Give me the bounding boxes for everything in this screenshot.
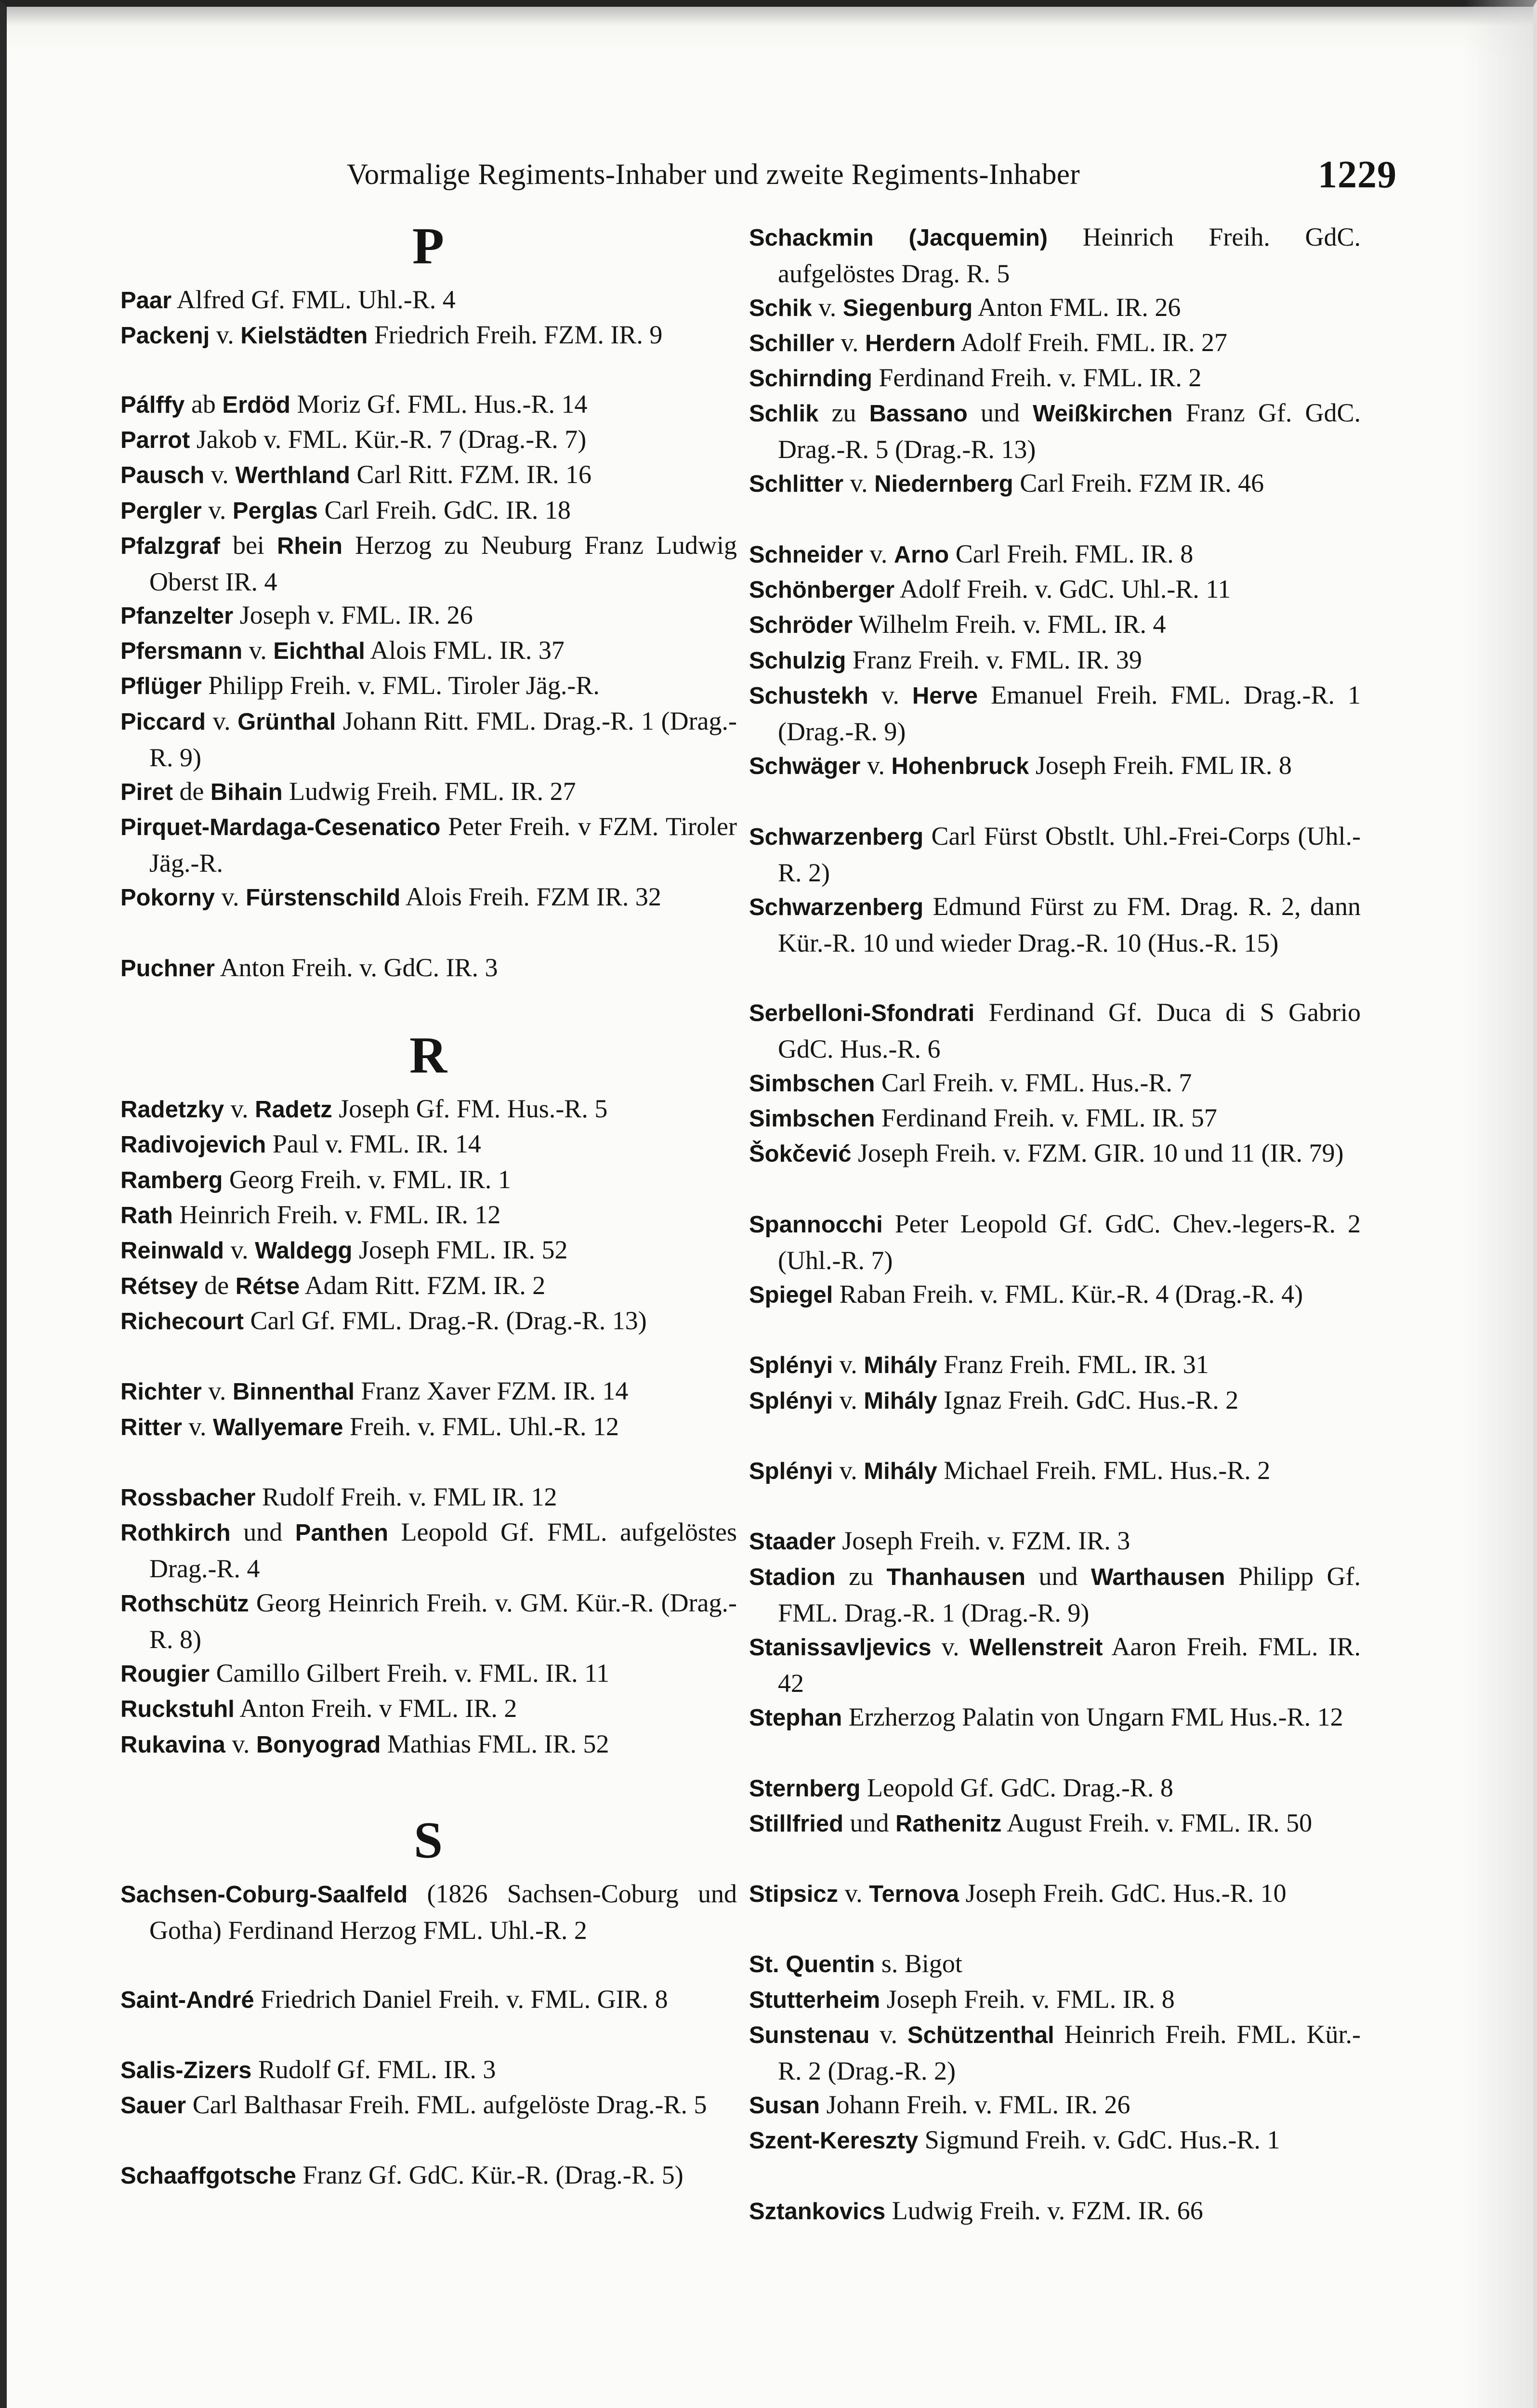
entry-details: Georg Heinrich Freih. v. GM. Kür.-R. (Drag.-R. 8) — [149, 1588, 737, 1654]
entry-surname: Reinwald — [120, 1238, 224, 1264]
entry-surname: Pfalzgraf — [120, 533, 220, 559]
entry-details: Jakob v. FML. Kür.-R. 7 (Drag.-R. 7) — [190, 425, 587, 454]
entry-details: Franz Gf. GdC. Kür.-R. (Drag.-R. 5) — [296, 2160, 683, 2189]
entry-surname: Ternova — [869, 1881, 959, 1907]
entry-details: Philipp Gf. FML. Drag.-R. 1 (Drag.-R. 9) — [778, 1562, 1361, 1627]
entry-details: v. — [868, 681, 912, 709]
entry-surname: Pokorny — [120, 885, 215, 911]
entry-surname: Herdern — [865, 330, 956, 356]
entry-details: Joseph FML. IR. 52 — [352, 1235, 568, 1264]
entry-details: v. — [834, 328, 866, 357]
entry-details: Friedrich Freih. FZM. IR. 9 — [368, 320, 663, 349]
entry-packenj — [120, 317, 737, 353]
entry-surname: Schlitter — [749, 471, 844, 497]
entry-details: Carl Balthasar Freih. FML. aufgelöste Drag.-R. 5 — [186, 2090, 707, 2119]
entry-surname: Stillfried — [749, 1811, 844, 1837]
entry-details: Leopold Gf. GdC. Drag.-R. 8 — [860, 1773, 1173, 1802]
entry-surname: Parrot — [120, 427, 190, 453]
entry-surname: Rothschütz — [120, 1591, 249, 1617]
entry-surname: Pergler — [120, 498, 202, 524]
entry-spannocchi — [749, 1206, 1361, 1278]
entry-surname: Schwarzenberg — [749, 894, 924, 920]
entry-surname: Pálffy — [120, 392, 185, 418]
entry-surname: Wellenstreit — [969, 1635, 1103, 1661]
entry-details: v. — [224, 1094, 255, 1123]
entry-details: Ferdinand Gf. Duca di S Gabrio GdC. Hus.-R. 6 — [778, 998, 1361, 1063]
entry-schirnding — [749, 360, 1361, 396]
entry-surname: Stutterheim — [749, 1987, 880, 2013]
entry-details: v. — [210, 320, 241, 349]
entry-surname: Splényi — [749, 1458, 833, 1484]
entry-surname: Siegenburg — [842, 295, 973, 321]
entry-surname: Richecourt — [120, 1309, 244, 1335]
entry-surname: Schiller — [749, 330, 835, 356]
entry-details: v. — [812, 293, 843, 322]
entry-surname: Kielstädten — [240, 323, 368, 349]
entry-details: Joseph Freih. FML IR. 8 — [1029, 751, 1292, 780]
entry-radivojevich — [120, 1126, 737, 1163]
entry-surname: Rossbacher — [120, 1485, 256, 1511]
entry-schroder — [749, 606, 1361, 643]
entry-surname: Pfanzelter — [120, 603, 234, 629]
scan-shadow — [1465, 0, 1537, 2408]
entry-splenyi — [749, 1347, 1361, 1383]
entry-stephan — [749, 1699, 1361, 1736]
entry-details: Joseph Freih. v. FZM. IR. 3 — [835, 1526, 1130, 1555]
entry-puchner — [120, 950, 737, 986]
entry-surname: Werthland — [235, 462, 350, 488]
entry-surname: Eichthal — [273, 638, 365, 664]
entry-details: Johann Ritt. FML. Drag.-R. 1 (Drag.-R. 9) — [149, 707, 737, 772]
entry-details: Joseph Freih. v. FML. IR. 8 — [880, 1985, 1175, 2014]
entry-surname: Sachsen-Coburg-Saalfeld — [120, 1882, 408, 1908]
entry-details: Joseph Gf. FM. Hus.-R. 5 — [332, 1094, 608, 1123]
entry-serbelloni-sfondrati — [749, 995, 1361, 1067]
entry-reinwald — [120, 1232, 737, 1269]
entry-richecourt — [120, 1303, 737, 1339]
entry-surname: Schützenthal — [907, 2022, 1054, 2048]
entry-paar — [120, 282, 737, 318]
entry-sternberg — [749, 1770, 1361, 1806]
entry-details: v. — [869, 2020, 907, 2049]
entry-details: Adam Ritt. FZM. IR. 2 — [300, 1271, 546, 1300]
page-header — [347, 153, 1397, 201]
entry-surname: Stipsicz — [749, 1881, 839, 1907]
entry-details: Carl Ritt. FZM. IR. 16 — [350, 460, 592, 489]
entry-details: ab — [184, 390, 223, 419]
entry-surname: Fürstenschild — [246, 885, 401, 911]
entry-piret — [120, 773, 737, 810]
entry-details: Heinrich Freih. v. FML. IR. 12 — [172, 1200, 501, 1229]
entry-details: v. — [833, 1350, 864, 1379]
entry-details: Joseph v. FML. IR. 26 — [233, 601, 473, 629]
entry-details: Joseph Freih. GdC. Hus.-R. 10 — [959, 1879, 1287, 1908]
entry-surname: Radetzky — [120, 1097, 224, 1123]
entry-surname: Ritter — [120, 1414, 182, 1440]
entry-details: Carl Freih. GdC. IR. 18 — [317, 496, 571, 524]
entry-surname: Schwarzenberg — [749, 824, 924, 850]
entry-details: Philipp Freih. v. FML. Tiroler Jäg.-R. — [201, 671, 600, 700]
entry-surname: Simbschen — [749, 1106, 875, 1132]
entry-surname: Rothkirch — [120, 1520, 231, 1546]
entry-details: bei — [220, 531, 277, 560]
entry-details: v. — [833, 1456, 864, 1485]
entry-pfersmann — [120, 632, 737, 669]
entry-details: Michael Freih. FML. Hus.-R. 2 — [937, 1456, 1271, 1485]
entry-details: Paul v. FML. IR. 14 — [266, 1129, 481, 1158]
entry-surname: Thanhausen — [886, 1564, 1026, 1590]
entry-parrot — [120, 421, 737, 458]
running-title: Vormalige Regiments-Inhaber und zweite Regiments-Inhaber — [347, 158, 1080, 191]
entry-details: Alois FML. IR. 37 — [365, 636, 565, 665]
entry-surname: Rathenitz — [895, 1811, 1002, 1837]
entry-surname: Arno — [893, 542, 949, 568]
entry-retsey — [120, 1268, 737, 1304]
entry-details: v. — [863, 539, 894, 568]
entry-surname: Wallyemare — [212, 1414, 343, 1440]
entry-details: Freih. v. FML. Uhl.-R. 12 — [343, 1412, 619, 1441]
page-number: 1229 — [1318, 154, 1397, 196]
entry-details: v. — [201, 1376, 233, 1405]
entry-details: Mathias FML. IR. 52 — [381, 1729, 609, 1758]
entry-surname: Sunstenau — [749, 2022, 870, 2048]
entry-schonberger — [749, 571, 1361, 608]
entry-details: Johann Freih. v. FML. IR. 26 — [820, 2090, 1130, 2119]
entry-details: Georg Freih. v. FML. IR. 1 — [223, 1165, 511, 1194]
entry-details: zu — [818, 398, 869, 427]
entry-surname: Staader — [749, 1529, 836, 1555]
entry-details: v. — [204, 460, 236, 489]
entry-details: Ferdinand Freih. v. FML. IR. 57 — [875, 1103, 1217, 1132]
entry-surname: Erdöd — [222, 392, 290, 418]
entry-ramberg — [120, 1162, 737, 1198]
entry-surname: Spannocchi — [749, 1212, 883, 1238]
entry-details: Peter Freih. v FZM. Tiroler Jäg.-R. — [149, 812, 737, 877]
section-letter-s: S — [413, 1812, 444, 1869]
entry-surname: Packenj — [120, 323, 210, 349]
entry-surname: Splényi — [749, 1388, 833, 1414]
entry-details: Heinrich Freih. GdC. aufgelöstes Drag. R. 5 — [778, 222, 1361, 288]
entry-details: s. Bigot — [875, 1949, 962, 1978]
entry-stutterheim — [749, 1981, 1361, 2018]
entry-details: Rudolf Freih. v. FML IR. 12 — [255, 1482, 557, 1511]
entry-surname: Schulzig — [749, 648, 846, 674]
entry-surname: Sztankovics — [749, 2199, 886, 2225]
entry-surname: Ruckstuhl — [120, 1696, 235, 1722]
entry-surname: Serbelloni-Sfondrati — [749, 1000, 975, 1026]
entry-surname: Sauer — [120, 2093, 186, 2119]
entry-pirquet-mardaga-cesenatico — [120, 809, 737, 881]
entry-surname: Schwäger — [749, 753, 861, 779]
entry-surname: Perglas — [232, 498, 318, 524]
entry-ruckstuhl — [120, 1690, 737, 1727]
entry-details: Sigmund Freih. v. GdC. Hus.-R. 1 — [918, 2125, 1280, 2154]
entry-surname: Bihain — [210, 779, 283, 805]
entry-stillfried — [749, 1805, 1361, 1842]
entry-schustekh — [749, 677, 1361, 749]
entry-details: Carl Fürst Obstlt. Uhl.-Frei-Corps (Uhl.-R. 2) — [778, 822, 1361, 887]
entry-sunstenau — [749, 2016, 1361, 2089]
entry-details: Heinrich Freih. FML. Kür.-R. 2 (Drag.-R. 2) — [778, 2020, 1361, 2085]
entry-surname: Schaaffgotsche — [120, 2163, 296, 2189]
entry-surname: Radetz — [255, 1097, 332, 1123]
entry-details: Wilhelm Freih. v. FML. IR. 4 — [853, 610, 1166, 639]
entry-details: Anton Freih. v. GdC. IR. 3 — [215, 953, 498, 982]
entry-surname: Ramberg — [120, 1167, 223, 1193]
entry-stipsicz — [749, 1875, 1361, 1912]
entry-schlitter — [749, 465, 1361, 502]
entry-surname: Stadion — [749, 1564, 836, 1590]
entry-details: v. — [182, 1412, 213, 1441]
entry-surname: Niedernberg — [874, 471, 1013, 497]
entry-rothkirch — [120, 1514, 737, 1586]
entry-schiller — [749, 325, 1361, 361]
entry-surname: Schik — [749, 295, 812, 321]
entry-schlik — [749, 395, 1361, 467]
entry-details: Ferdinand Freih. v. FML. IR. 2 — [872, 363, 1202, 392]
entry-ritter — [120, 1409, 737, 1445]
entry-szent-kereszty — [749, 2122, 1361, 2159]
entry-pfluger — [120, 667, 737, 704]
entry-surname: Mihály — [864, 1458, 937, 1484]
entry-details: de — [197, 1271, 236, 1300]
entry-surname: Susan — [749, 2093, 820, 2119]
entry-schneider — [749, 536, 1361, 573]
entry-surname: Pausch — [120, 462, 205, 488]
entry-surname: Binnenthal — [232, 1379, 355, 1405]
entry-details: Camillo Gilbert Freih. v. FML. IR. 11 — [210, 1659, 610, 1688]
entry-surname: Schirnding — [749, 366, 872, 392]
entry-surname: Rétse — [235, 1273, 300, 1299]
entry-details: Friedrich Daniel Freih. v. FML. GIR. 8 — [254, 1985, 668, 2014]
entry-surname: Schlik — [749, 401, 819, 427]
entry-surname: Salis-Zizers — [120, 2057, 252, 2083]
entry-surname: Spiegel — [749, 1282, 833, 1308]
entry-stadion — [749, 1558, 1361, 1631]
entry-surname: Schustekh — [749, 683, 868, 709]
entry-surname: Rougier — [120, 1661, 210, 1687]
entry-details: v. — [224, 1235, 255, 1264]
entry-surname: Stephan — [749, 1705, 842, 1731]
entry-piccard — [120, 703, 737, 775]
entry-surname: Stanissavljevics — [749, 1635, 932, 1661]
entry-surname: Grünthal — [237, 709, 336, 735]
entry-details: Anton FML. IR. 26 — [972, 293, 1181, 322]
entry-details: Carl Freih. FZM IR. 46 — [1013, 469, 1264, 497]
entry-pfalzgraf — [120, 527, 737, 600]
entry-sokcevic — [749, 1135, 1361, 1172]
entry-details: de — [172, 777, 210, 806]
section-letter-p: P — [412, 218, 445, 275]
entry-surname: Šokčević — [749, 1141, 852, 1167]
entry-details: v. — [833, 1386, 864, 1414]
entry-schackmin-jacquemin — [749, 219, 1361, 291]
entry-details: und — [967, 398, 1033, 427]
entry-schulzig — [749, 642, 1361, 679]
entry-details: Adolf Freih. FML. IR. 27 — [955, 328, 1227, 357]
entry-surname: Mihály — [864, 1388, 937, 1414]
entry-surname: Szent-Kereszty — [749, 2128, 919, 2154]
entry-st-quentin — [749, 1946, 1361, 1982]
entry-sachsen-coburg-saalfeld — [120, 1876, 737, 1948]
entry-details: v. — [206, 707, 238, 735]
entry-details: Peter Leopold Gf. GdC. Chev.-legers-R. 2 (Uhl.-R. 7) — [778, 1209, 1361, 1275]
entry-surname: Simbschen — [749, 1071, 875, 1097]
entry-rossbacher — [120, 1479, 737, 1516]
entry-surname: Rukavina — [120, 1732, 225, 1758]
entry-surname: Pirquet-Mardaga-Cesenatico — [120, 814, 441, 840]
entry-details: und — [1025, 1562, 1091, 1591]
entry-rougier — [120, 1655, 737, 1692]
entry-details: Franz Xaver FZM. IR. 14 — [355, 1376, 629, 1405]
entry-details: Alois Freih. FZM IR. 32 — [400, 882, 661, 911]
entry-pokorny — [120, 879, 737, 916]
entry-sauer — [120, 2087, 737, 2123]
entry-schik — [749, 289, 1361, 326]
entry-surname: Mihály — [864, 1352, 937, 1378]
entry-details: zu — [835, 1562, 887, 1591]
entry-surname: Rath — [120, 1203, 173, 1229]
entry-details: Adolf Freih. v. GdC. Uhl.-R. 11 — [894, 575, 1231, 603]
entry-saint-andre — [120, 1981, 737, 2018]
entry-simbschen — [749, 1100, 1361, 1137]
entry-surname: Hohenbruck — [891, 753, 1029, 779]
entry-surname: Radivojevich — [120, 1132, 266, 1158]
entry-details: Edmund Fürst zu FM. Drag. R. 2, dann Kür.-R. 10 und wieder Drag.-R. 10 (Hus.-R. 15) — [778, 892, 1361, 957]
entry-details: v. — [860, 751, 892, 780]
entry-details: v. — [225, 1729, 256, 1758]
entry-surname: Pflüger — [120, 673, 202, 699]
entry-details: (1826 Sachsen-Coburg und Gotha) Ferdinand Herzog FML. Uhl.-R. 2 — [149, 1879, 737, 1945]
entry-details: Ludwig Freih. v. FZM. IR. 66 — [885, 2196, 1203, 2225]
entry-surname: Bassano — [869, 401, 968, 427]
entry-details: Carl Freih. FML. IR. 8 — [949, 539, 1194, 568]
entry-surname: Schneider — [749, 542, 863, 568]
entry-schwager — [749, 747, 1361, 784]
entry-details: Ignaz Freih. GdC. Hus.-R. 2 — [937, 1386, 1239, 1414]
entry-surname: Rhein — [276, 533, 343, 559]
entry-rothschutz — [120, 1585, 737, 1657]
entry-schwarzenberg — [749, 818, 1361, 890]
entry-salis-zizers — [120, 2052, 737, 2088]
entry-details: v. — [838, 1879, 869, 1908]
entry-details: Alfred Gf. FML. Uhl.-R. 4 — [171, 285, 456, 314]
entry-details: Leopold Gf. FML. aufgelöstes Drag.-R. 4 — [149, 1518, 737, 1583]
entry-splenyi — [749, 1382, 1361, 1419]
entry-details: Joseph Freih. v. FZM. GIR. 10 und 11 (IR. 79) — [851, 1139, 1344, 1167]
entry-surname: Weißkirchen — [1033, 401, 1173, 427]
entry-splenyi — [749, 1453, 1361, 1489]
entry-surname: Herve — [912, 683, 978, 709]
entry-details: Aaron Freih. FML. IR. 42 — [778, 1632, 1361, 1698]
entry-surname: Rétsey — [120, 1273, 198, 1299]
entry-rukavina — [120, 1726, 737, 1763]
entry-details: Rudolf Gf. FML. IR. 3 — [251, 2055, 496, 2084]
entry-surname: Paar — [120, 288, 172, 314]
entry-surname: Splényi — [749, 1352, 833, 1378]
entry-details: Carl Freih. v. FML. Hus.-R. 7 — [875, 1068, 1192, 1097]
entry-schwarzenberg — [749, 889, 1361, 961]
entry-surname: Piret — [120, 779, 173, 805]
entry-rath — [120, 1197, 737, 1233]
entry-surname: Schönberger — [749, 577, 895, 603]
entry-details: Franz Gf. GdC. Drag.-R. 5 (Drag.-R. 13) — [778, 398, 1361, 464]
entry-surname: Schröder — [749, 612, 853, 638]
entry-surname: Warthausen — [1090, 1564, 1225, 1590]
entry-details: Herzog zu Neuburg Franz Ludwig Oberst IR. 4 — [149, 531, 737, 596]
entry-surname: Schackmin (Jacquemin) — [749, 225, 1048, 251]
entry-surname: Saint-André — [120, 1987, 254, 2013]
entry-simbschen — [749, 1065, 1361, 1101]
entry-details: Anton Freih. v FML. IR. 2 — [234, 1694, 517, 1723]
entry-susan — [749, 2087, 1361, 2123]
entry-details: v. — [843, 469, 875, 497]
entry-surname: Panthen — [295, 1520, 389, 1546]
entry-pergler — [120, 492, 737, 529]
entry-details: Erzherzog Palatin von Ungarn FML Hus.-R. 12 — [842, 1702, 1343, 1731]
entry-surname: Richter — [120, 1379, 202, 1405]
entry-spiegel — [749, 1276, 1361, 1313]
entry-surname: Puchner — [120, 955, 215, 982]
entry-surname: Waldegg — [255, 1238, 353, 1264]
entry-surname: Pfersmann — [120, 638, 243, 664]
entry-details: Emanuel Freih. FML. Drag.-R. 1 (Drag.-R. 9) — [778, 681, 1361, 746]
entry-details: Ludwig Freih. FML. IR. 27 — [282, 777, 576, 806]
entry-surname: Piccard — [120, 709, 206, 735]
entry-details: Franz Freih. v. FML. IR. 39 — [846, 645, 1142, 674]
entry-details: v. — [242, 636, 274, 665]
entry-details: und — [230, 1518, 295, 1546]
entry-staader — [749, 1523, 1361, 1559]
entry-details: und — [843, 1808, 896, 1837]
entry-details: v. — [931, 1632, 970, 1661]
entry-richter — [120, 1373, 737, 1410]
entry-palffy — [120, 386, 737, 423]
entry-details: Raban Freih. v. FML. Kür.-R. 4 (Drag.-R. 4) — [833, 1280, 1303, 1309]
entry-details: v. — [201, 496, 233, 524]
entry-details: Moriz Gf. FML. Hus.-R. 14 — [290, 390, 588, 419]
section-letter-r: R — [409, 1027, 448, 1084]
entry-surname: Sternberg — [749, 1776, 861, 1802]
entry-details: August Freih. v. FML. IR. 50 — [1001, 1808, 1313, 1837]
entry-sztankovics — [749, 2193, 1361, 2229]
entry-stanissavljevics — [749, 1629, 1361, 1701]
entry-schaaffgotsche — [120, 2157, 737, 2194]
entry-details: Franz Freih. FML. IR. 31 — [937, 1350, 1209, 1379]
entry-pausch — [120, 457, 737, 493]
entry-pfanzelter — [120, 597, 737, 634]
entry-details: v. — [215, 882, 246, 911]
entry-radetzky — [120, 1091, 737, 1127]
entry-details: Carl Gf. FML. Drag.-R. (Drag.-R. 13) — [243, 1306, 647, 1335]
entry-surname: Bonyograd — [256, 1732, 381, 1758]
entry-surname: St. Quentin — [749, 1951, 875, 1977]
